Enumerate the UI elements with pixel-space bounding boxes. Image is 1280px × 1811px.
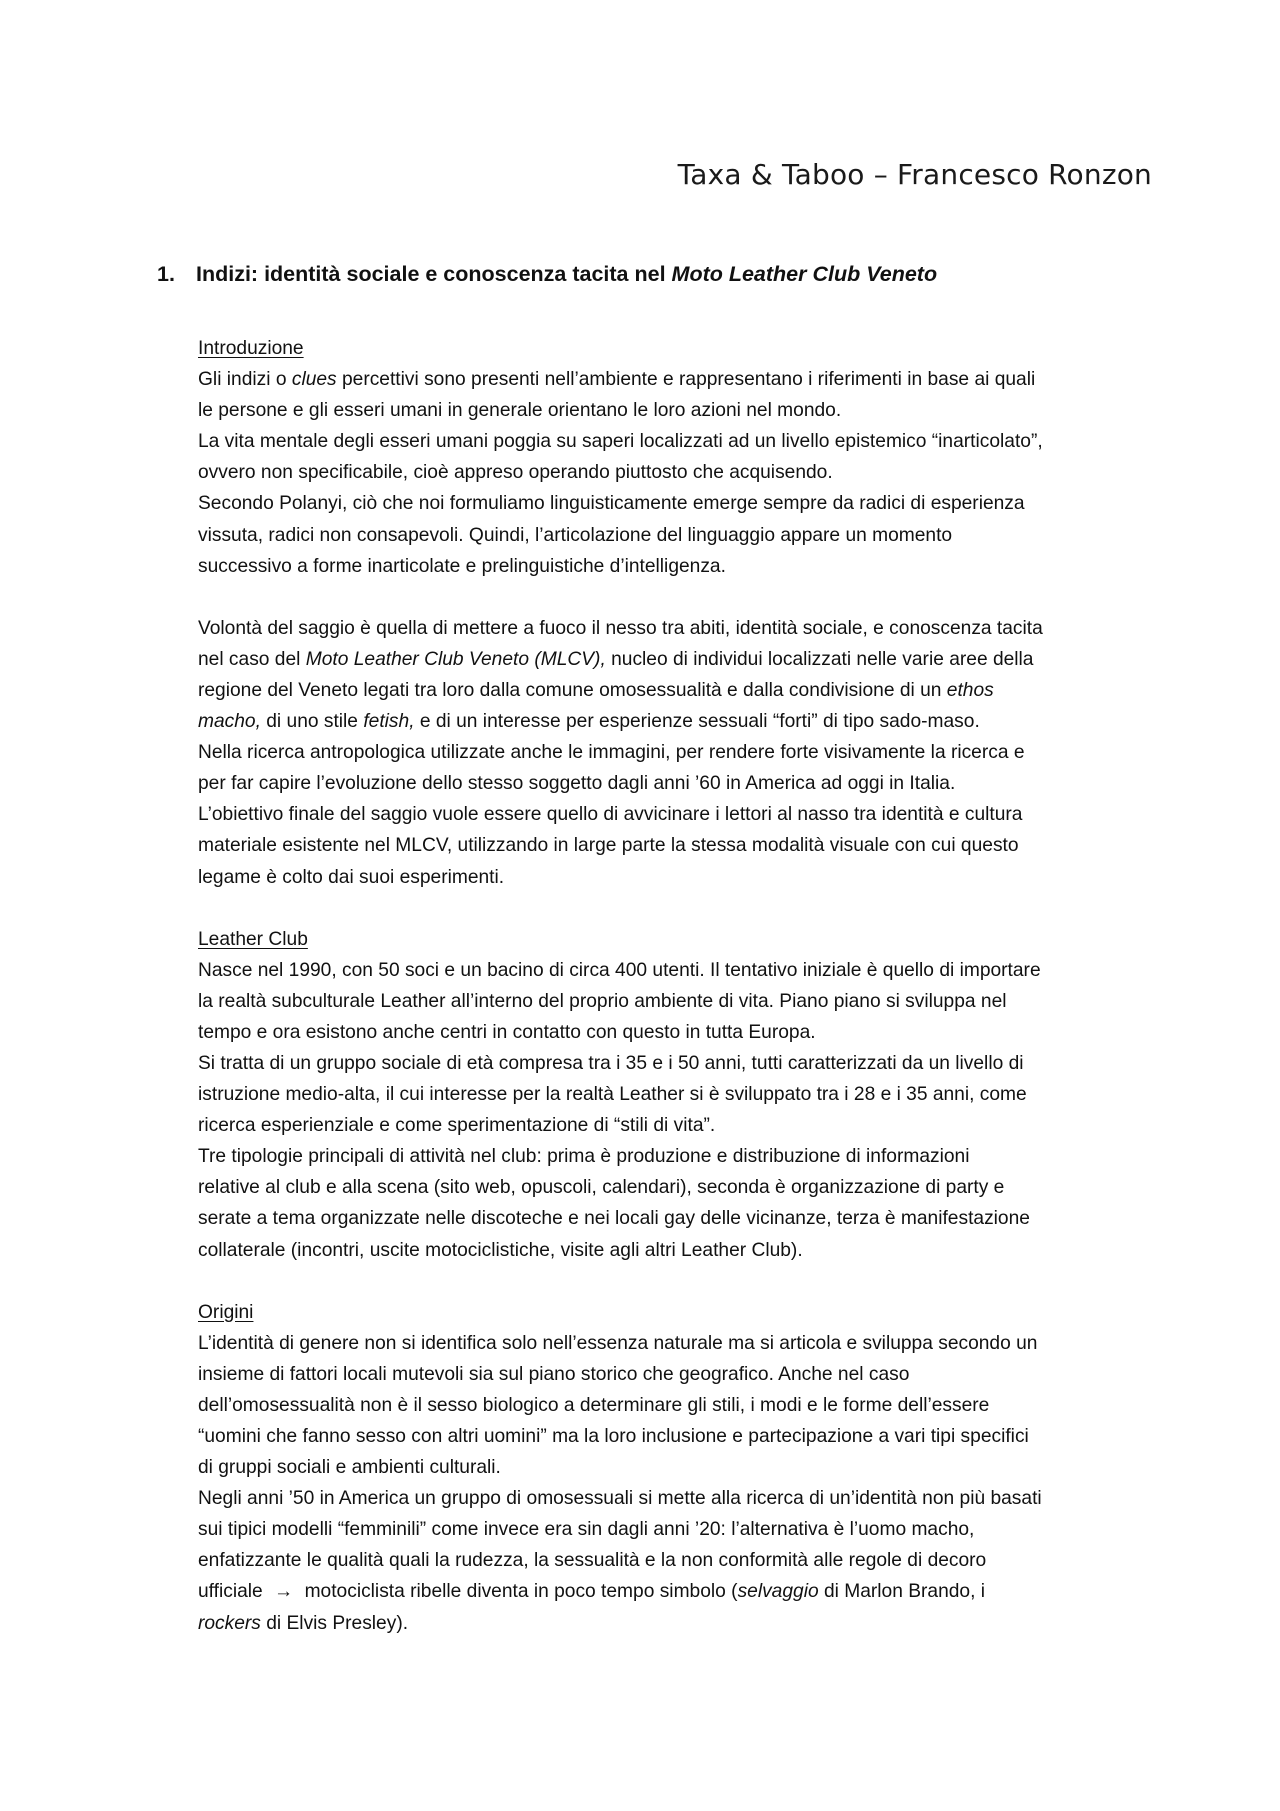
text-line: relative al club e alla scena (sito web, opuscoli, calendari), seconda è organizzazione di party e bbox=[198, 1177, 1005, 1199]
text-line: “uomini che fanno sesso con altri uomini” ma la loro inclusione e partecipazione a vari tipi specifici bbox=[198, 1426, 1029, 1447]
subheading-origini: Origini bbox=[198, 1301, 254, 1323]
text-line: Nella ricerca antropologica utilizzate anche le immagini, per rendere forte visivamente la ricerca e bbox=[198, 742, 1025, 764]
text-line: la realtà subculturale Leather all’interno del proprio ambiente di vita. Piano piano si sviluppa nel bbox=[198, 990, 1007, 1012]
text-line: serate a tema organizzate nelle discoteche e nei locali gay delle vicinanze, terza è manifestazione bbox=[198, 1208, 1030, 1230]
text-line: istruzione medio-alta, il cui interesse per la realtà Leather si è sviluppato tra i 28 e i 35 anni, come bbox=[198, 1084, 1027, 1106]
text-line: legame è colto dai suoi esperimenti. bbox=[198, 866, 505, 888]
text-line: nel caso del Moto Leather Club Veneto (MLCV), nucleo di individui localizzati nelle varie aree della bbox=[198, 648, 1034, 670]
text-line: ricerca esperienziale e come sperimentazione di “stili di vita”. bbox=[198, 1115, 716, 1137]
text-line: vissuta, radici non consapevoli. Quindi, l’articolazione del linguaggio appare un momento bbox=[198, 524, 953, 546]
arrow-right-icon: → bbox=[274, 1581, 294, 1603]
text-line: Gli indizi o clues percettivi sono presenti nell’ambiente e rappresentano i riferimenti in base ai quali bbox=[198, 369, 1036, 391]
text-line: collaterale (incontri, uscite motociclistiche, visite agli altri Leather Club). bbox=[198, 1239, 803, 1261]
text-line: Si tratta di un gruppo sociale di età compresa tra i 35 e i 50 anni, tutti caratterizzati da un livello di bbox=[198, 1052, 1024, 1074]
text-line: dell’omosessualità non è il sesso biologico a determinare gli stili, i modi e le forme dell’essere bbox=[198, 1394, 990, 1416]
paragraph-gap bbox=[198, 582, 1158, 613]
section-title-text: Indizi: identità sociale e conoscenza tacita nel bbox=[196, 262, 672, 286]
subheading-leather-club: Leather Club bbox=[198, 928, 308, 950]
text-line: Nasce nel 1990, con 50 soci e un bacino di circa 400 utenti. Il tentativo iniziale è quello di importare bbox=[198, 959, 1041, 981]
page-header-title: Taxa & Taboo – Francesco Ronzon bbox=[677, 158, 1152, 191]
text-line: rockers di Elvis Presley). bbox=[198, 1612, 409, 1634]
text-line: Tre tipologie principali di attività nel club: prima è produzione e distribuzione di informazioni bbox=[198, 1146, 970, 1168]
text-line: di gruppi sociali e ambienti culturali. bbox=[198, 1457, 501, 1479]
text-line: La vita mentale degli esseri umani poggia su saperi localizzati ad un livello epistemico “inarticolato”, bbox=[198, 431, 1043, 453]
text-line: per far capire l’evoluzione dello stesso soggetto dagli anni ’60 in America ad oggi in Italia. bbox=[198, 773, 956, 795]
text-line: regione del Veneto legati tra loro dalla comune omosessualità e dalla condivisione di un ethos bbox=[198, 679, 994, 701]
text-line: enfatizzante le qualità quali la rudezza, la sessualità e la non conformità alle regole di decoro bbox=[198, 1550, 987, 1572]
section-title-italic: Moto Leather Club Veneto bbox=[671, 262, 938, 286]
text-line: sui tipici modelli “femminili” come invece era sin dagli anni ’20: l’alternativa è l’uomo macho, bbox=[198, 1519, 975, 1541]
text-line: le persone e gli esseri umani in generale orientano le loro azioni nel mondo. bbox=[198, 400, 842, 422]
text-line: L’obiettivo finale del saggio vuole essere quello di avvicinare i lettori al nasso tra identità e cultura bbox=[198, 804, 1023, 826]
text-line: Negli anni ’50 in America un gruppo di omosessuali si mette alla ricerca di un’identità non più basati bbox=[198, 1488, 1042, 1510]
document-body bbox=[198, 333, 1158, 1639]
text-line: L’identità di genere non si identifica solo nell’essenza naturale ma si articola e sviluppa secondo un bbox=[198, 1332, 1038, 1354]
paragraph-gap bbox=[198, 893, 1158, 924]
text-line: macho, di uno stile fetish, e di un interesse per esperienze sessuali “forti” di tipo sado-maso. bbox=[198, 711, 980, 733]
text-line: tempo e ora esistono anche centri in contatto con questo in tutta Europa. bbox=[198, 1021, 816, 1043]
text-line: Secondo Polanyi, ciò che noi formuliamo linguisticamente emerge sempre da radici di esperienza bbox=[198, 493, 1025, 515]
text-line: successivo a forme inarticolate e prelinguistiche d’intelligenza. bbox=[198, 555, 726, 577]
section-number: 1. bbox=[157, 262, 175, 286]
text-line: materiale esistente nel MLCV, utilizzando in large parte la stessa modalità visuale con cui questo bbox=[198, 835, 1019, 857]
section-heading bbox=[157, 262, 937, 287]
text-line: ovvero non specificabile, cioè appreso operando piuttosto che acquisendo. bbox=[198, 462, 833, 484]
paragraph-gap bbox=[198, 1266, 1158, 1297]
text-line: insieme di fattori locali mutevoli sia sul piano storico che geografico. Anche nel caso bbox=[198, 1363, 910, 1385]
text-line: Volontà del saggio è quella di mettere a fuoco il nesso tra abiti, identità sociale, e conoscenza tacita bbox=[198, 617, 1043, 639]
text-line: ufficiale → motociclista ribelle diventa in poco tempo simbolo (selvaggio di Marlon Brando, i bbox=[198, 1581, 986, 1603]
subheading-introduzione: Introduzione bbox=[198, 338, 304, 359]
